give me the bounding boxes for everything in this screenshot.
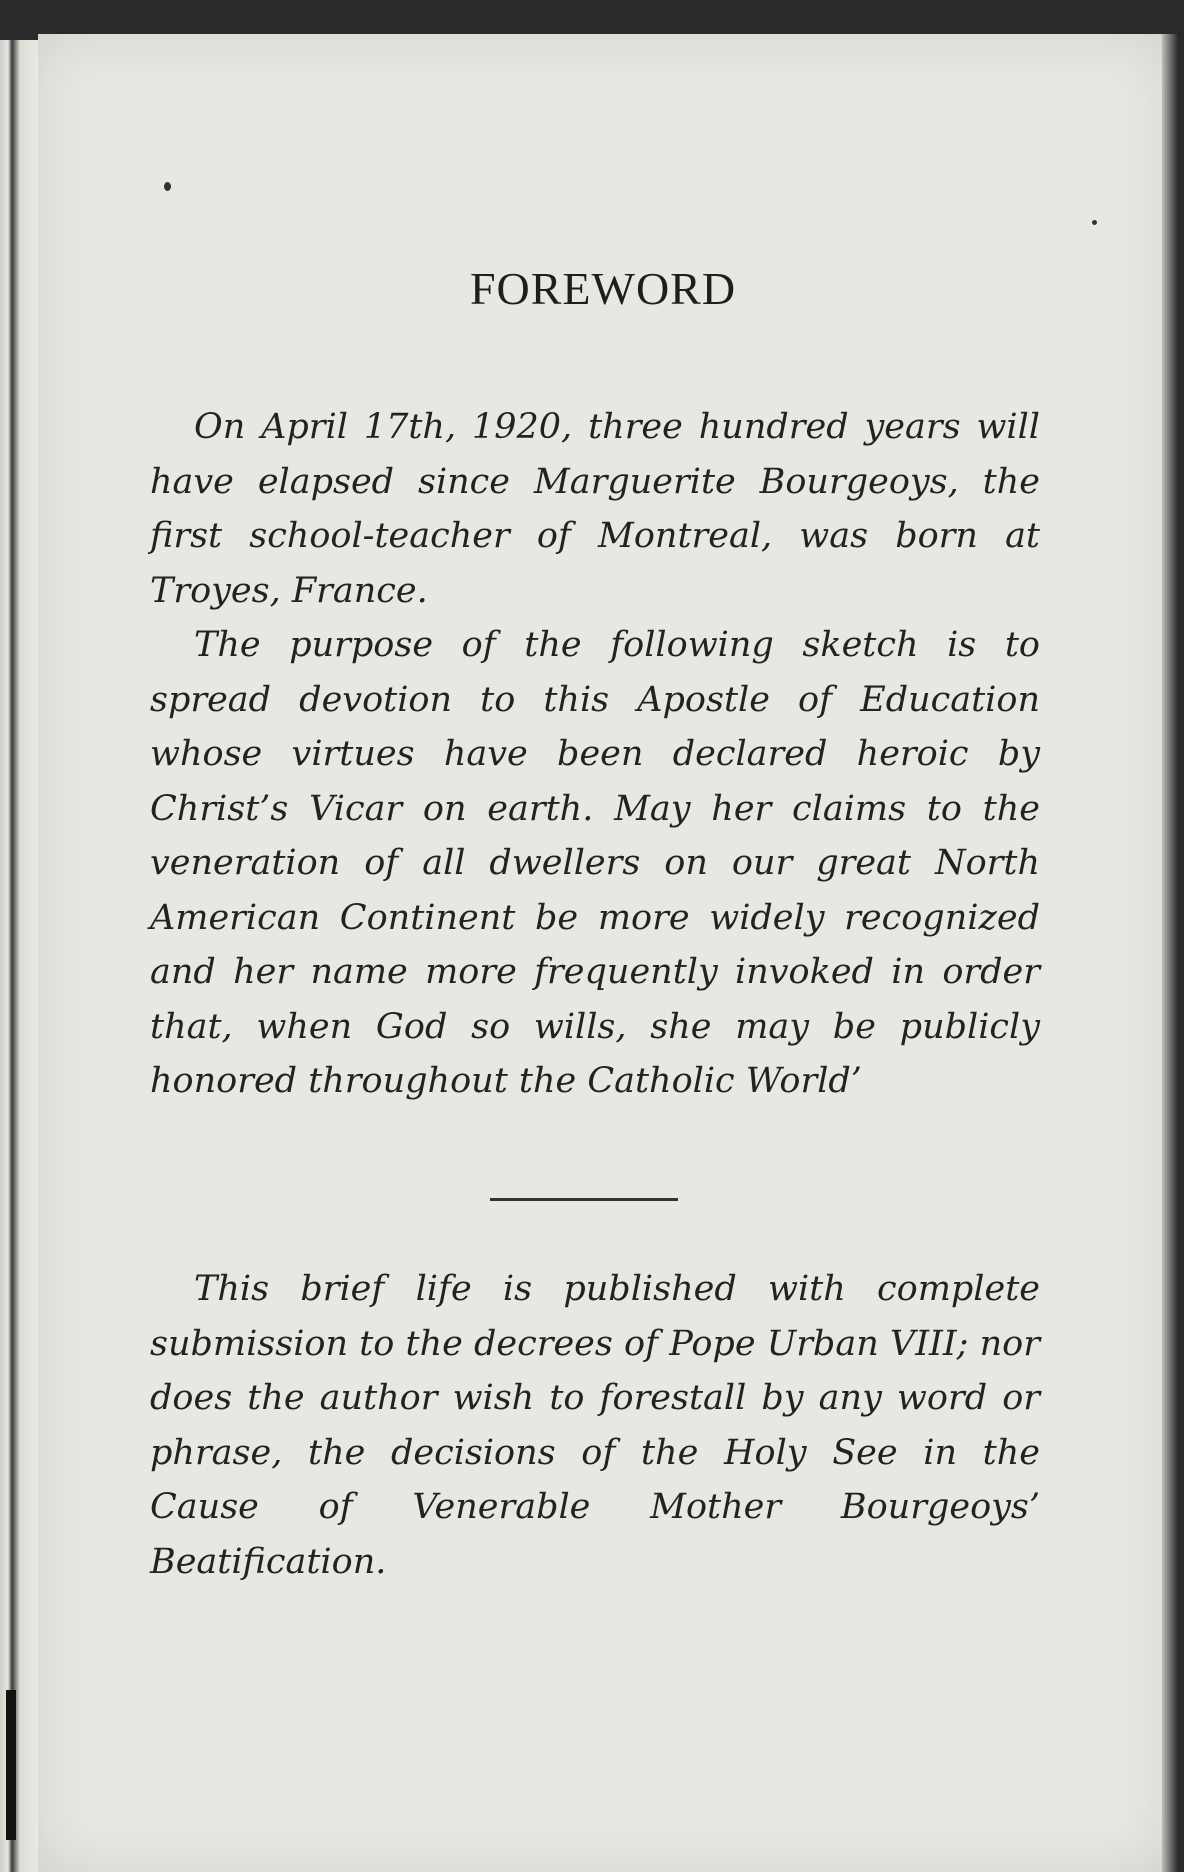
ink-speck bbox=[1092, 220, 1097, 225]
page-title: FOREWORD bbox=[469, 263, 737, 314]
binding-shadow bbox=[6, 1690, 16, 1840]
book-page bbox=[38, 34, 1168, 1872]
page-binding-edge bbox=[0, 40, 38, 1872]
foreword-paragraph-1: On April 17th, 1920, three hundred years will have elapsed since Marguerite Bourgeoys, the first school-teacher of Montreal, was born at Troyes, France. bbox=[150, 407, 1040, 611]
section-divider bbox=[490, 1198, 678, 1201]
submission-paragraph: This brief life is published with complete submission to the decrees of Pope Urban VIII; nor does the author wish to forestall by any word or phrase, the decisions of the Holy See in the Cause of Venerable Mother Bourgeoys’ Beatification. bbox=[150, 1269, 1040, 1582]
ink-speck bbox=[164, 182, 171, 191]
foreword-paragraph-2: The purpose of the following sketch is to spread devotion to this Apostle of Education whose virtues have been declared heroic by Christ’s Vicar on earth. May her claims to the veneration of all dwellers on our great North American Continent be more widely recognized and her name more frequently invoked in order that, when God so wills, she may be publicly honored throughout the Catholic World’ bbox=[150, 625, 1040, 1101]
